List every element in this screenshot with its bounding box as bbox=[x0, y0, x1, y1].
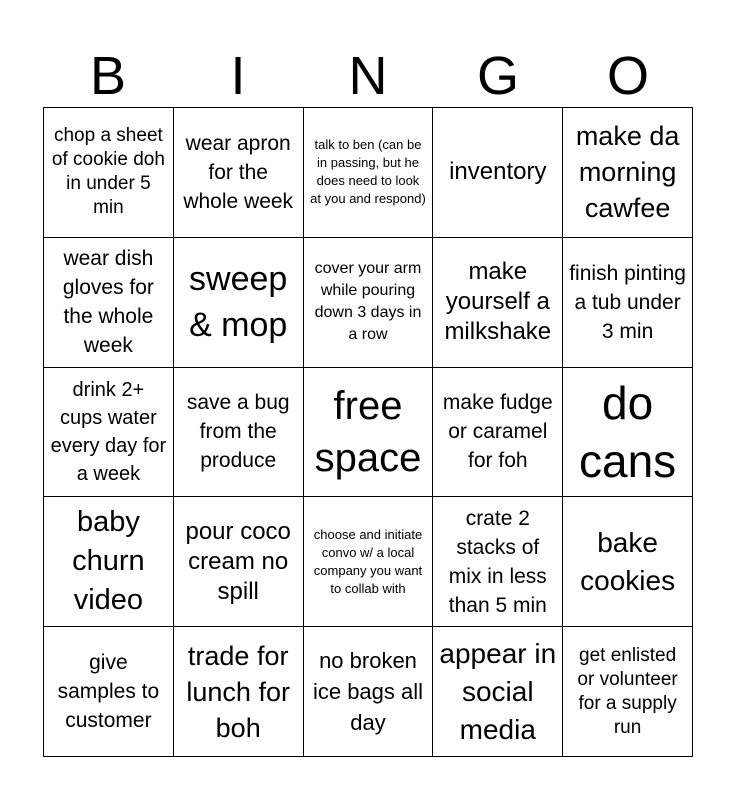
bingo-cell bbox=[44, 627, 174, 757]
bingo-cell bbox=[433, 238, 563, 368]
bingo-cell bbox=[563, 238, 693, 368]
cell-text: no broken ice bags all day bbox=[312, 648, 424, 736]
cell-text: finish pinting a tub under 3 min bbox=[569, 261, 686, 343]
cell-text: pour coco cream no spill bbox=[185, 517, 291, 605]
free-space-text: free space bbox=[314, 383, 422, 480]
cell-text: drink 2+ cups water every day for a week bbox=[50, 378, 167, 485]
cell-text: do cans bbox=[579, 376, 677, 487]
cell-text: wear dish gloves for the whole week bbox=[62, 247, 154, 358]
bingo-cell bbox=[174, 627, 304, 757]
cell-text: sweep & mop bbox=[189, 260, 288, 345]
cell-text: trade for lunch for boh bbox=[186, 640, 290, 743]
cell-text: give samples to customer bbox=[57, 651, 160, 733]
cell-text: talk to ben (can be in passing, but he does need to look at you and respond) bbox=[310, 137, 426, 207]
bingo-cell bbox=[44, 497, 174, 627]
bingo-cell bbox=[563, 497, 693, 627]
bingo-cell bbox=[433, 627, 563, 757]
cell-text: crate 2 stacks of mix in less than 5 min bbox=[448, 506, 547, 617]
bingo-cell bbox=[304, 108, 434, 238]
header-letter-i: I bbox=[230, 46, 246, 106]
cell-text: make yourself a milkshake bbox=[444, 258, 552, 346]
cell-text: baby churn video bbox=[72, 506, 145, 617]
cell-text: inventory bbox=[449, 158, 547, 186]
bingo-cell bbox=[563, 108, 693, 238]
bingo-cell bbox=[304, 497, 434, 627]
bingo-cell bbox=[433, 368, 563, 498]
cell-text: bake cookies bbox=[580, 526, 676, 596]
cell-text: chop a sheet of cookie doh in under 5 min bbox=[51, 125, 165, 219]
header-letter-g: G bbox=[476, 46, 519, 106]
free-space-cell bbox=[304, 368, 434, 498]
cell-text: make fudge or caramel for foh bbox=[442, 391, 553, 473]
bingo-cell bbox=[44, 108, 174, 238]
cell-text: wear apron for the whole week bbox=[183, 131, 294, 213]
bingo-board bbox=[43, 107, 693, 757]
bingo-cell bbox=[304, 238, 434, 368]
cell-text: appear in social media bbox=[439, 637, 557, 745]
bingo-cell bbox=[174, 238, 304, 368]
bingo-cell bbox=[433, 108, 563, 238]
header-letter-n: N bbox=[348, 46, 388, 106]
bingo-cell bbox=[304, 627, 434, 757]
bingo-header bbox=[43, 46, 693, 106]
bingo-cell bbox=[44, 238, 174, 368]
cell-text: choose and initiate convo w/ a local company you want to collab with bbox=[313, 526, 423, 596]
bingo-cell bbox=[44, 368, 174, 498]
bingo-cell bbox=[433, 497, 563, 627]
cell-text: cover your arm while pouring down 3 days in a row bbox=[314, 260, 422, 344]
bingo-cell bbox=[563, 368, 693, 498]
cell-text: get enlisted or volunteer for a supply run bbox=[577, 644, 678, 738]
cell-text: save a bug from the produce bbox=[186, 391, 290, 473]
bingo-cell bbox=[174, 368, 304, 498]
cell-text: make da morning cawfee bbox=[575, 121, 680, 224]
bingo-cell bbox=[563, 627, 693, 757]
header-letter-o: O bbox=[606, 46, 649, 106]
header-letter-b: B bbox=[89, 46, 127, 106]
bingo-cell bbox=[174, 497, 304, 627]
bingo-cell bbox=[174, 108, 304, 238]
